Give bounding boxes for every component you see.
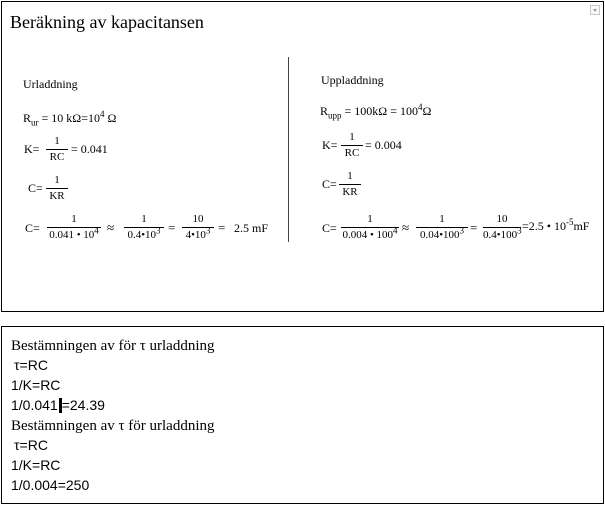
equals-sign-left-1: = [168,220,176,235]
c-label-left: C= [28,181,43,195]
c-fraction-3-right: 10 $0.4•100^3$ [483,213,522,241]
c-fraction-1-left: 1 0.041 • $10^4$ [47,214,101,244]
result-line-1: 1/0.041 =24.39 [11,397,105,413]
dropdown-icon[interactable] [590,5,600,15]
k-label-right: K= [322,138,338,152]
c-formula-label-left: C= [25,221,40,235]
approx-sign-left: ≈ [107,220,115,235]
k-fraction-right: 1 RC [341,132,363,162]
k-fraction-left: 1 RC [46,136,68,166]
c-label-right: C= [322,177,337,191]
k-rc-line-2: 1/K=RC [11,457,61,473]
tau-rc-line-2: τ=RC [14,437,48,453]
result-right: =2.5 • $10^{-5}mF$ [522,217,590,233]
c-fraction-3-left: 10 $4•10^3$ [182,214,214,244]
k-rc-line-1: 1/K=RC [11,377,61,393]
r-ur-equation: $R_{ur} = 10$ $k\Omega=10^4$ Ω [23,109,117,128]
c-fraction-left: 1 KR [46,175,68,205]
k-value-right: = 0.004 [365,138,402,152]
c-fraction-2-left: 1 $0.4•10^3$ [124,214,164,244]
c-formula-label-right: C= [322,221,337,235]
c-fraction-2-right: 1 $0.04•100^3$ [416,214,468,244]
c-fraction-right: 1 KR [339,171,361,201]
heading-line-2: Bestämningen av τ för urladdning [11,418,215,434]
r-upp-equation: $R_{upp} = 100k\Omega = 100^4\Omega$ [320,102,432,121]
time-constant-panel [1,326,604,504]
tau-rc-line-1: τ=RC [14,357,48,373]
result-line-2: 1/0.004=250 [11,477,90,493]
k-label-left: K= [24,142,40,156]
k-value-left: = 0.041 [71,142,108,156]
result-left: 2.5 mF [234,221,269,235]
c-fraction-1-right: 1 0.004 • $100^4$ [342,213,398,241]
uppladdning-heading: Uppladdning [321,73,384,87]
urladdning-heading: Urladdning [23,77,78,91]
calculation-panel [1,1,604,312]
approx-sign-right: ≈ [402,220,410,235]
heading-line-1: Bestämningen av för τ urladdning [11,338,215,354]
equals-sign-right-1: = [470,220,478,235]
equals-sign-left-2: = [218,220,226,235]
panel-title: Beräkning av kapacitansen [10,12,204,32]
column-divider [288,57,289,242]
